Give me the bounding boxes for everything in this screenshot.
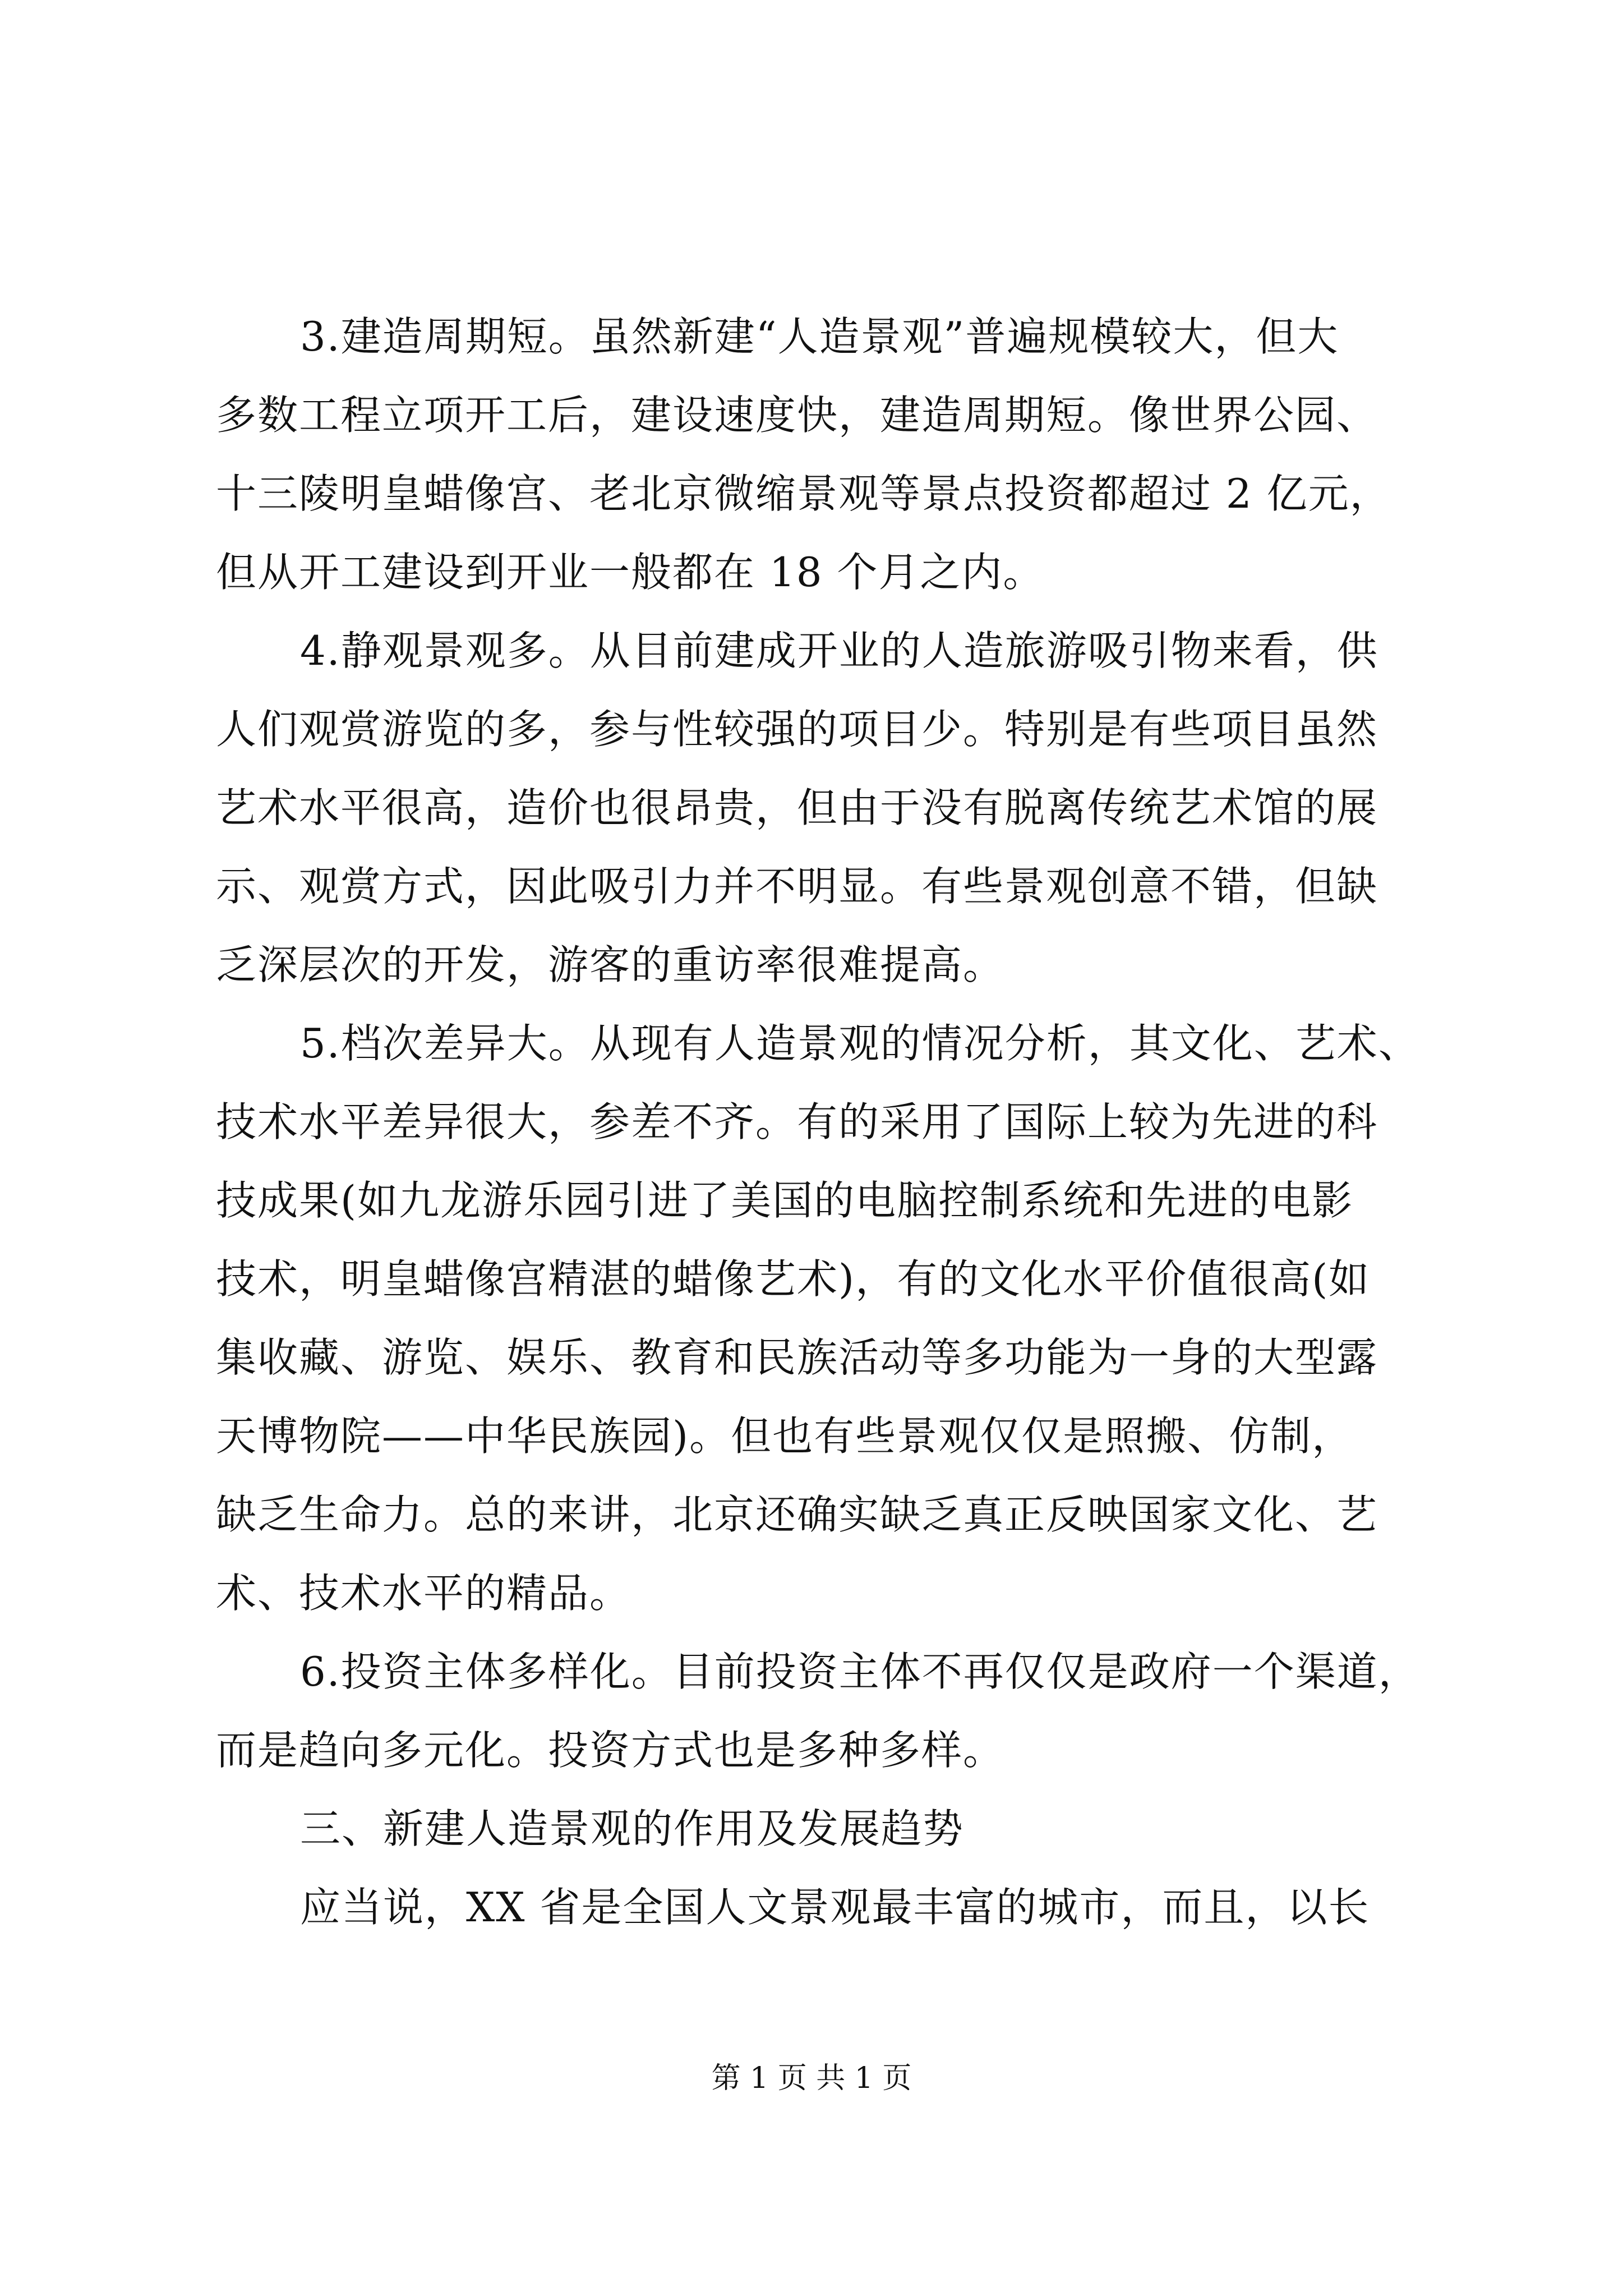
paragraph-5-line-5: 集收藏、游览、娱乐、教育和民族活动等多功能为一身的大型露 <box>216 1334 1378 1381</box>
paragraph-5-line-7: 缺乏生命力。总的来讲，北京还确实缺乏真正反映国家文化、艺 <box>216 1491 1378 1538</box>
paragraph-6-line-2: 而是趋向多元化。投资方式也是多种多样。 <box>216 1727 1005 1774</box>
paragraph-4-line-4: 示、观赏方式，因此吸引力并不明显。有些景观创意不错，但缺 <box>216 863 1378 910</box>
paragraph-4-line-3: 艺术水平很高，造价也很昂贵，但由于没有脱离传统艺术馆的展 <box>216 784 1378 831</box>
paragraph-4-line-5: 乏深层次的开发，游客的重访率很难提高。 <box>216 941 1005 988</box>
document-body <box>216 297 1422 1947</box>
paragraph-5-line-3: 技成果(如九龙游乐园引进了美国的电脑控制系统和先进的电影 <box>216 1177 1354 1224</box>
page-number-footer: 第 1 页 共 1 页 <box>711 2062 912 2095</box>
paragraph-3-line-3: 十三陵明皇蜡像宫、老北京微缩景观等景点投资都超过 2 亿元， <box>216 470 1391 517</box>
paragraph-5-line-6: 天博物院——中华民族园)。但也有些景观仅仅是照搬、仿制， <box>216 1412 1354 1460</box>
paragraph-6-line-1: 6.投资主体多样化。目前投资主体不再仅仅是政府一个渠道， <box>300 1648 1420 1695</box>
paragraph-5-line-8: 术、技术水平的精品。 <box>216 1570 631 1617</box>
paragraph-3-line-1: 3.建造周期短。虽然新建“人造景观”普遍规模较大，但大 <box>300 313 1339 360</box>
paragraph-4-line-2: 人们观赏游览的多，参与性较强的项目少。特别是有些项目虽然 <box>216 706 1378 753</box>
paragraph-5-line-2: 技术水平差异很大，参差不齐。有的采用了国际上较为先进的科 <box>216 1098 1378 1145</box>
paragraph-5-line-1: 5.档次差异大。从现有人造景观的情况分析，其文化、艺术、 <box>300 1020 1420 1067</box>
paragraph-3-line-2: 多数工程立项开工后，建设速度快，建造周期短。像世界公园、 <box>216 392 1378 439</box>
paragraph-7-line-1: 应当说，XX 省是全国人文景观最丰富的城市，而且，以长 <box>300 1884 1370 1931</box>
paragraph-5-line-4: 技术，明皇蜡像宫精湛的蜡像艺术)，有的文化水平价值很高(如 <box>216 1255 1371 1303</box>
paragraph-4-line-1: 4.静观景观多。从目前建成开业的人造旅游吸引物来看，供 <box>300 627 1378 674</box>
section-heading: 三、新建人造景观的作用及发展趋势 <box>300 1805 965 1852</box>
paragraph-3-line-4: 但从开工建设到开业一般都在 18 个月之内。 <box>216 549 1045 596</box>
